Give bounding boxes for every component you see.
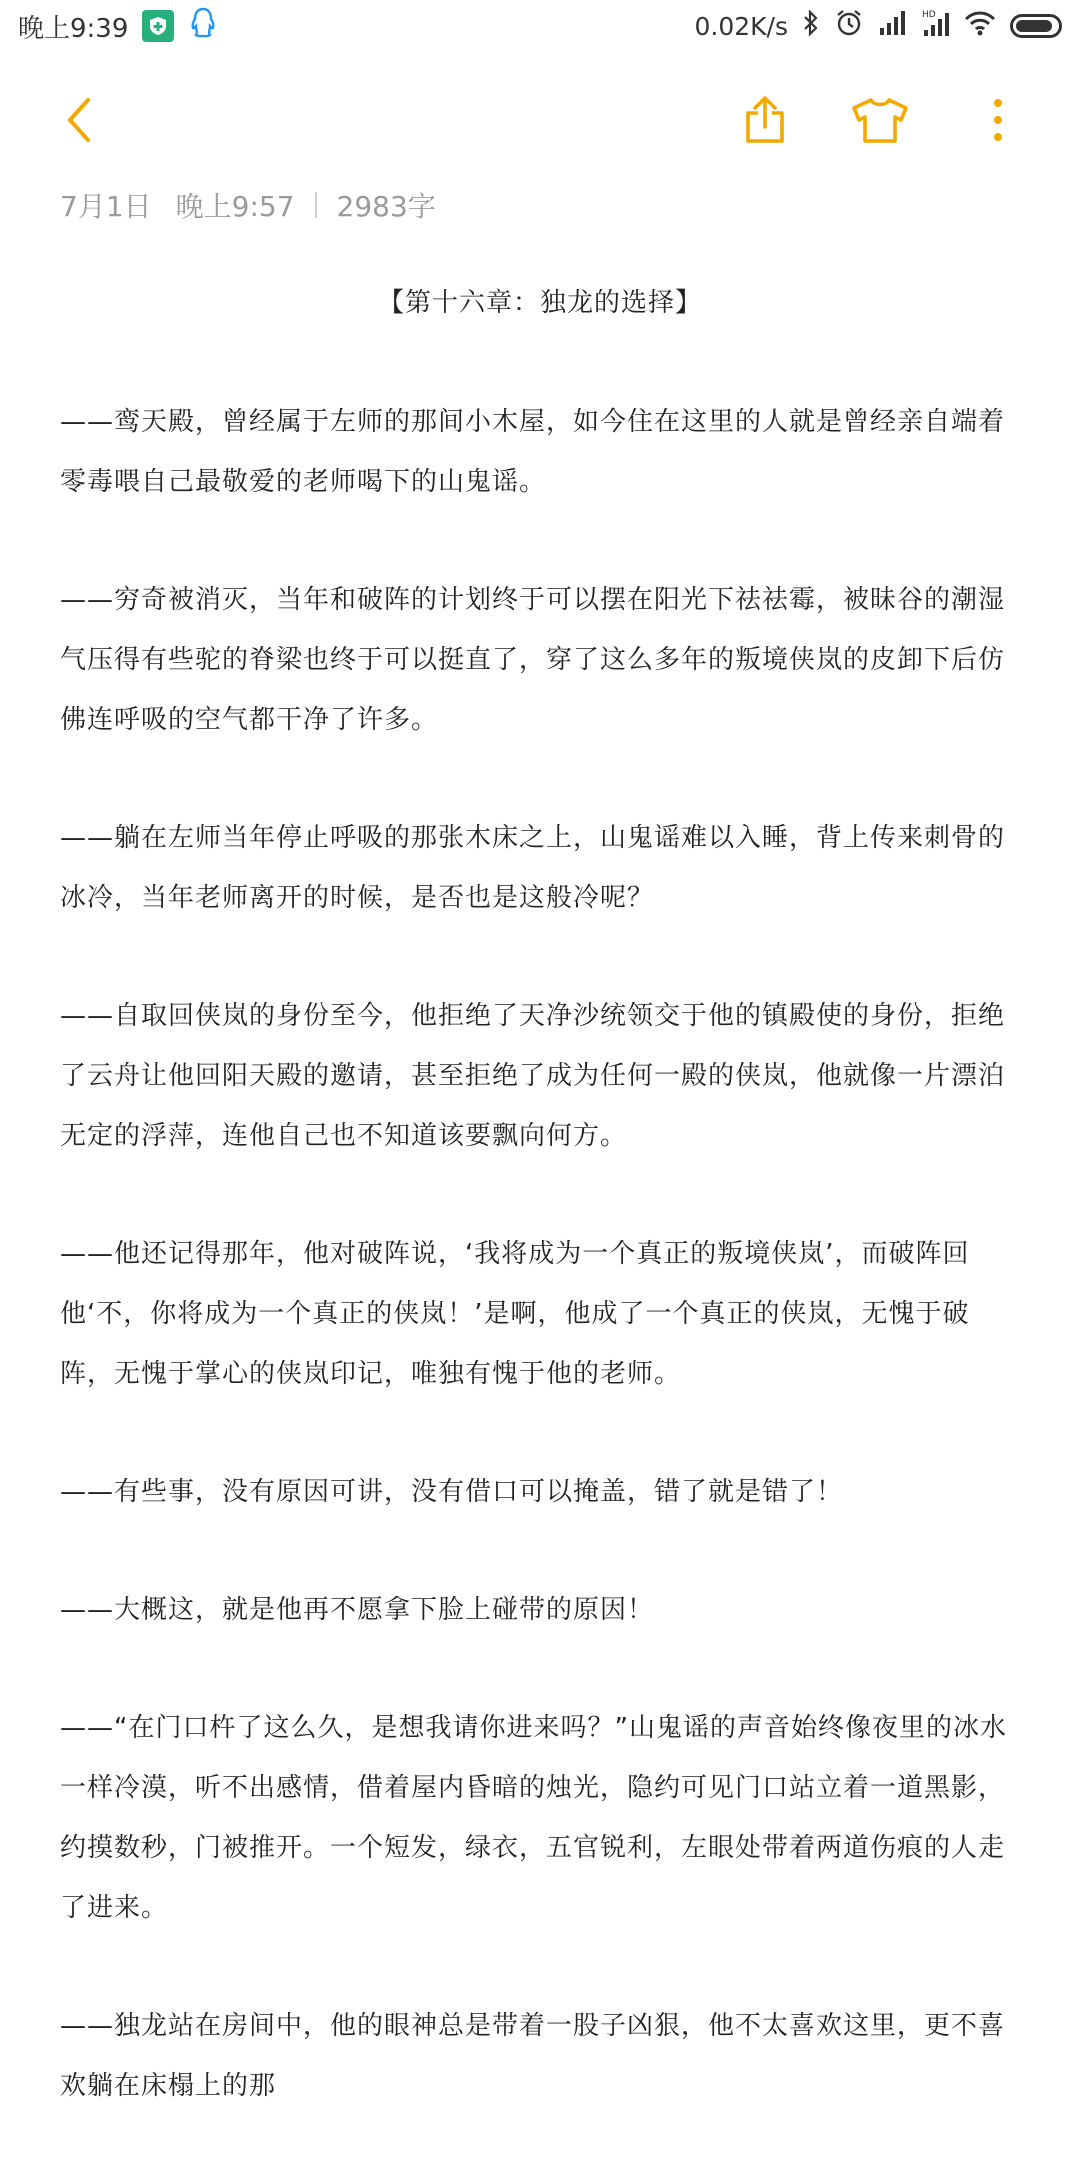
paragraph: ——自取回侠岚的身份至今，他拒绝了天净沙统领交于他的镇殿使的身份，拒绝了云舟让他回阳天殿的邀请，甚至拒绝了成为任何一殿的侠岚，他就像一片漂泊无定的浮萍，连他自己也不知道该要飘向何方。 <box>60 1001 1006 1151</box>
share-button[interactable] <box>735 90 795 150</box>
qq-penguin-icon <box>188 6 218 47</box>
network-speed: 0.02K/s <box>694 11 788 41</box>
paragraph: ——躺在左师当年停止呼吸的那张木床之上，山鬼谣难以入睡，背上传来刺骨的冰冷，当年老师离开的时候，是否也是这般冷呢？ <box>60 823 1006 913</box>
alarm-clock-icon <box>834 8 864 44</box>
paragraph: ——鸾天殿，曾经属于左师的那间小木屋，如今住在这里的人就是曾经亲自端着零毒喂自己最敬爱的老师喝下的山鬼谣。 <box>60 407 1006 497</box>
svg-text:HD: HD <box>922 10 936 20</box>
back-button[interactable] <box>50 90 110 150</box>
meta-divider <box>315 192 317 218</box>
note-toolbar <box>0 80 1080 160</box>
word-count: 2983字 <box>336 190 436 223</box>
paragraph: ——“在门口杵了这么久，是想我请你进来吗？”山鬼谣的声音始终像夜里的冰水一样冷漠，听不出感情，借着屋内昏暗的烛光，隐约可见门口站立着一道黑影，约摸数秒，门被推开。一个短发，绿衣，五官锐利，左眼处带着两道伤痕的人走了进来。 <box>60 1713 1007 1923</box>
chapter-title: 【第十六章：独龙的选择】 <box>377 288 702 318</box>
share-icon <box>740 95 790 145</box>
note-date: 7月1日 <box>60 190 152 223</box>
more-vertical-icon <box>988 95 1008 145</box>
signal-strength-icon <box>878 10 906 42</box>
paragraph: ——有些事，没有原因可讲，没有借口可以掩盖，错了就是错了！ <box>60 1477 844 1507</box>
status-bar <box>0 0 1080 52</box>
theme-button[interactable] <box>850 90 910 150</box>
wifi-icon <box>964 10 996 42</box>
battery-icon <box>1010 14 1062 38</box>
note-meta <box>60 185 436 225</box>
paragraph: ——独龙站在房间中，他的眼神总是带着一股子凶狠，他不太喜欢这里，更不喜欢躺在床榻上的那 <box>60 2011 1006 2101</box>
more-options-button[interactable] <box>968 90 1028 150</box>
note-time: 晚上9:57 <box>175 190 295 223</box>
note-body[interactable] <box>60 392 1018 2174</box>
paragraph: ——他还记得那年，他对破阵说，‘我将成为一个真正的叛境侠岚’，而破阵回他‘不，你将成为一个真正的侠岚！’是啊，他成了一个真正的侠岚，无愧于破阵，无愧于掌心的侠岚印记，唯独有愧于他的老师。 <box>60 1239 970 1389</box>
bluetooth-icon <box>802 9 820 43</box>
status-bar-left <box>18 6 218 47</box>
signal-hd-icon <box>920 8 950 44</box>
shirt-icon <box>850 95 910 145</box>
security-shield-icon <box>142 10 174 42</box>
chevron-left-icon <box>60 95 100 145</box>
status-bar-right <box>694 8 1062 44</box>
status-time: 晚上9:39 <box>18 13 129 44</box>
paragraph: ——穷奇被消灭，当年和破阵的计划终于可以摆在阳光下祛祛霉，被昧谷的潮湿气压得有些驼的脊梁也终于可以挺直了，穿了这么多年的叛境侠岚的皮卸下后仿佛连呼吸的空气都干净了许多。 <box>60 585 1006 735</box>
paragraph: ——大概这，就是他再不愿拿下脸上碰带的原因！ <box>60 1595 655 1625</box>
